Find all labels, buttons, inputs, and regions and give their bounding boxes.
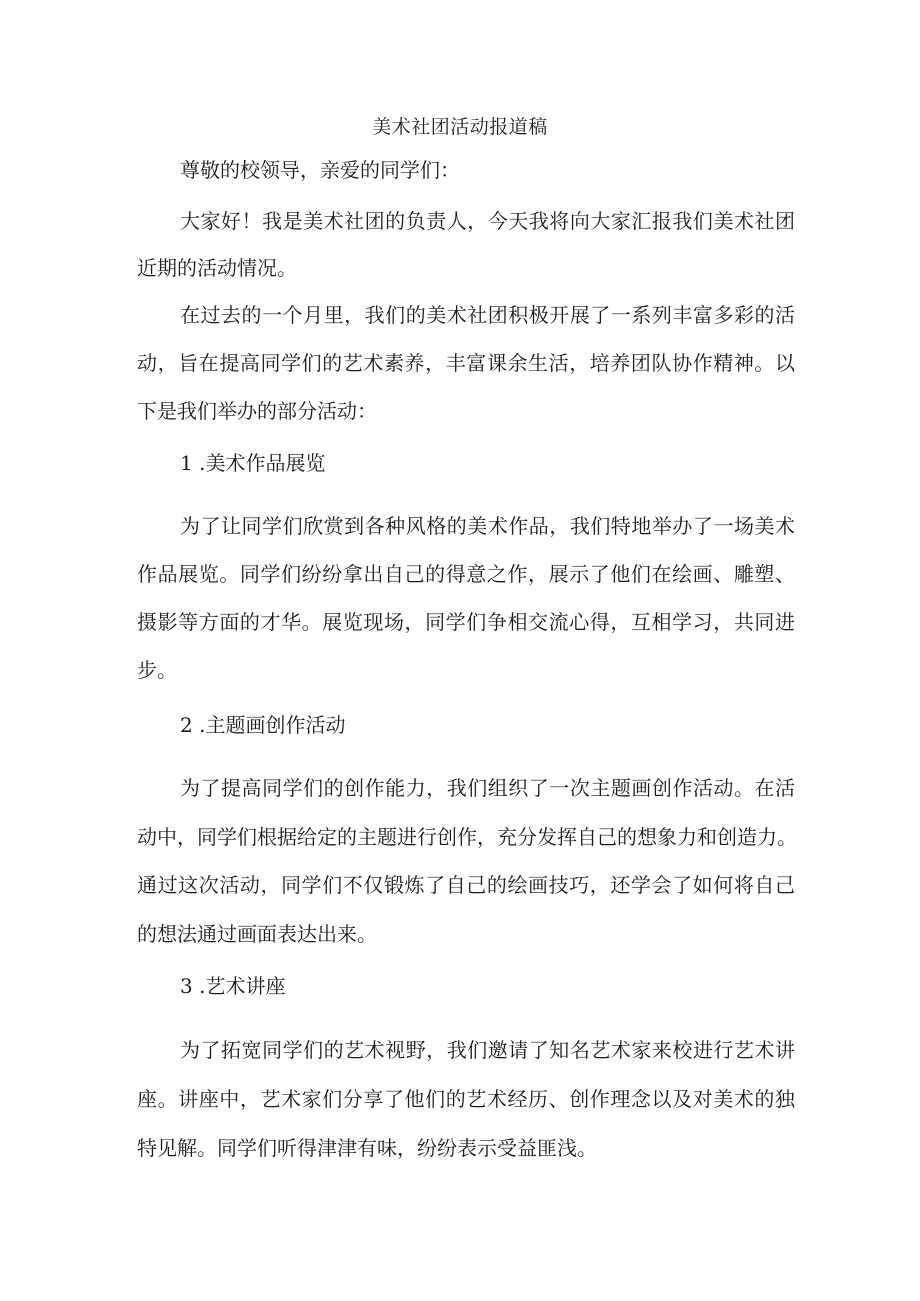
overview-line-3: 下是我们举办的部分活动： xyxy=(137,399,377,423)
section-2-line-4: 的想法通过画面表达出来。 xyxy=(137,922,377,946)
section-2-line-3: 通过这次活动，同学们不仅锻炼了自己的绘画技巧，还学会了如何将自己 xyxy=(137,873,795,897)
section-1-line-4: 步。 xyxy=(137,658,177,682)
section-2-line-2: 动中，同学们根据给定的主题进行创作，充分发挥自己的想象力和创造力。 xyxy=(137,825,797,849)
section-3-line-3: 特见解。同学们听得津津有味，纷纷表示受益匪浅。 xyxy=(137,1136,597,1160)
section-heading-3: 3 .艺术讲座 xyxy=(180,974,286,998)
section-3-line-2: 座。讲座中，艺术家们分享了他们的艺术经历、创作理念以及对美术的独 xyxy=(137,1087,795,1111)
section-2-line-1: 为了提高同学们的创作能力，我们组织了一次主题画创作活动。在活 xyxy=(180,776,795,800)
overview-line-1: 在过去的一个月里，我们的美术社团积极开展了一系列丰富多彩的活 xyxy=(180,303,795,327)
section-3-line-1: 为了拓宽同学们的艺术视野，我们邀请了知名艺术家来校进行艺术讲 xyxy=(180,1038,795,1062)
intro-line-2: 近期的活动情况。 xyxy=(137,256,297,280)
intro-line-1: 大家好！我是美术社团的负责人，今天我将向大家汇报我们美术社团 xyxy=(180,209,795,233)
overview-line-2: 动，旨在提高同学们的艺术素养，丰富课余生活，培养团队协作精神。以 xyxy=(137,351,795,375)
section-1-line-2: 作品展览。同学们纷纷拿出自己的得意之作，展示了他们在绘画、雕塑、 xyxy=(137,562,795,586)
section-heading-1: 1 .美术作品展览 xyxy=(180,451,326,475)
document-title: 美术社团活动报道稿 xyxy=(372,116,548,138)
section-1-line-1: 为了让同学们欣赏到各种风格的美术作品，我们特地举办了一场美术 xyxy=(180,514,795,538)
section-1-line-3: 摄影等方面的才华。展览现场，同学们争相交流心得，互相学习，共同进 xyxy=(137,610,795,634)
greeting-line: 尊敬的校领导，亲爱的同学们： xyxy=(180,158,460,182)
section-heading-2: 2 .主题画创作活动 xyxy=(180,713,346,737)
